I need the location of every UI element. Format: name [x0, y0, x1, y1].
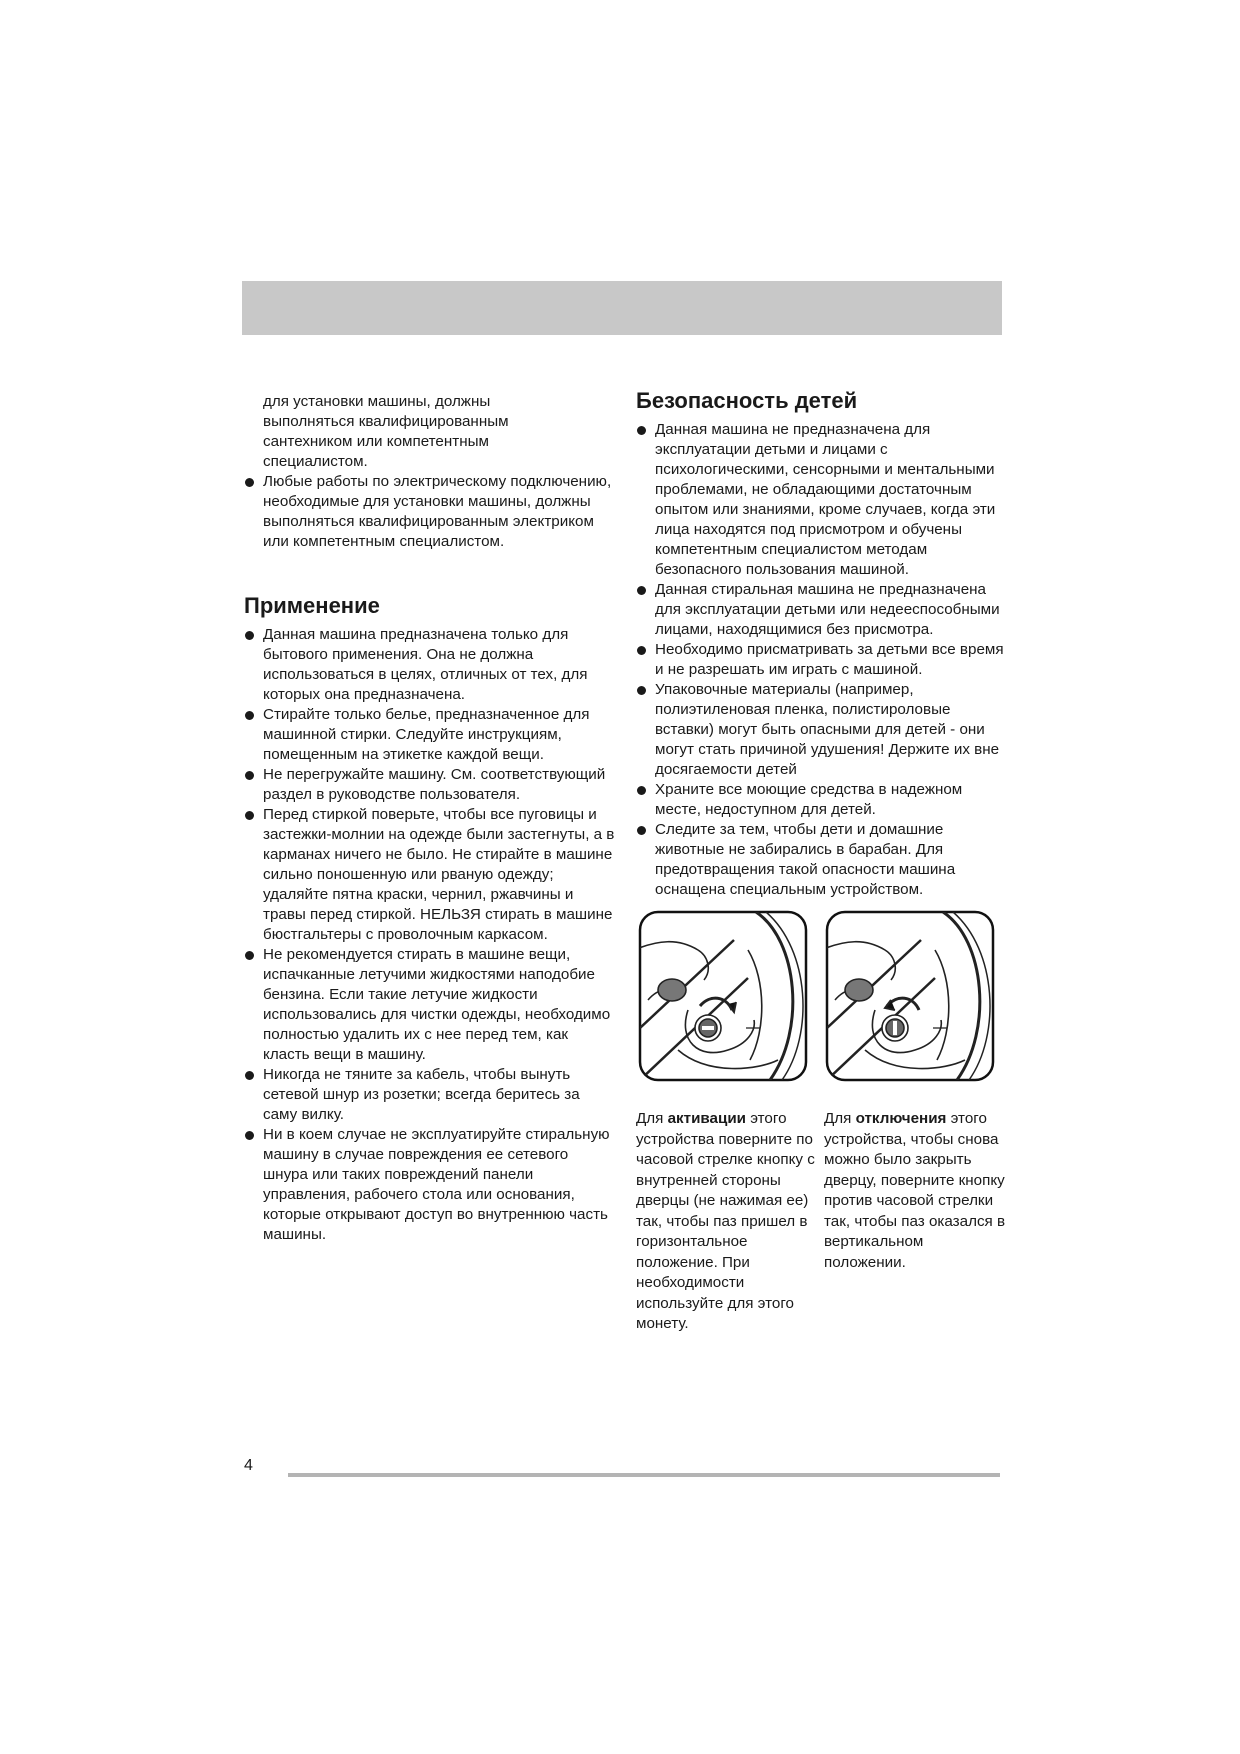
bullet-icon: [245, 631, 254, 640]
list-item: [244, 765, 616, 805]
caption-prefix: Для: [636, 1110, 668, 1128]
list-item: [244, 705, 616, 765]
left-column: [244, 392, 616, 1245]
list-item-text: Перед стиркой поверьте, чтобы все пуговицы и застежки-молнии на одежде были застегнуты, а в карманах ничего не было. Не стирайте в машине сильно поношенную или рваную одежду; удаляйте пятна краски, чернил, ржавчины и травы перед стиркой. НЕЛЬЗЯ стирать в машине бюстгальтеры с проволочным каркасом.: [263, 806, 615, 943]
illustration-row: [636, 910, 1006, 1094]
list-item: [244, 1125, 616, 1245]
bullet-icon: [245, 1131, 254, 1140]
child-safety-bullet-list: [636, 420, 1006, 900]
caption-prefix: Для: [824, 1110, 856, 1128]
list-item-text: Необходимо присматривать за детьми все время и не разрешать им играть с машиной.: [655, 641, 1004, 678]
list-item: [244, 472, 616, 552]
door-lock-activate-illustration: [638, 910, 808, 1082]
child-safety-heading: Безопасность детей: [636, 388, 858, 413]
caption-bold: активации: [667, 1110, 747, 1128]
bullet-icon: [245, 951, 254, 960]
list-item: [636, 580, 1006, 640]
page-number: 4: [244, 1457, 253, 1474]
list-item: [636, 820, 1006, 900]
bullet-icon: [245, 811, 254, 820]
right-column: [636, 388, 1006, 1333]
continuation-line: для установки машины, должны: [263, 393, 491, 410]
list-item: [244, 625, 616, 705]
list-item-text: Упаковочные материалы (например, полиэтиленовая пленка, полистироловые вставки) могут быть опасными для детей - они могут стать причиной удушения! Держите их вне досягаемости детей: [655, 681, 1000, 778]
list-item: [636, 640, 1006, 680]
bullet-icon: [637, 786, 646, 795]
door-lock-deactivate-illustration: [825, 910, 995, 1082]
usage-heading: Применение: [244, 593, 380, 618]
list-item: [636, 420, 1006, 580]
bullet-icon: [637, 826, 646, 835]
intro-bullet-list: [244, 472, 616, 552]
list-item-text: Любые работы по электрическому подключению, необходимые для установки машины, должны выполняться квалифицированным электриком или компетентным специалистом.: [263, 473, 612, 550]
bullet-icon: [637, 686, 646, 695]
list-item: [636, 680, 1006, 780]
bullet-icon: [245, 478, 254, 487]
list-item-text: Данная стиральная машина не предназначена для эксплуатации детьми или недееспособными лицами, находящимися без присмотра.: [655, 581, 1000, 638]
list-item-text: Следите за тем, чтобы дети и домашние животные не забирались в барабан. Для предотвращения такой опасности машина оснащена специальным устройством.: [655, 821, 956, 898]
continuation-paragraph: [244, 392, 616, 472]
bullet-icon: [637, 426, 646, 435]
continuation-line: сантехником или компетентным: [263, 433, 489, 450]
caption-activate: [636, 1109, 816, 1335]
list-item-text: Не рекомендуется стирать в машине вещи, испачканные летучими жидкостями наподобие бензина. Если такие летучие жидкости использовались для чистки одежды, необходимо полностью удалить их с нее перед тем, как класть вещи в машину.: [263, 946, 611, 1063]
list-item-text: Ни в коем случае не эксплуатируйте стиральную машину в случае повреждения ее сетевого шнура или таких повреждений панели управления, рабочего стола или основания, которые открывают доступ во внутреннюю часть машины.: [263, 1126, 610, 1243]
list-item-text: Данная машина не предназначена для эксплуатации детьми и лицами с психологическими, сенсорными и ментальными проблемами, не обладающими достаточным опытом или знаниями, кроме случаев, когда эти лица находятся под присмотром и обучены компетентным специалистом методам безопасного пользования машиной.: [655, 421, 996, 578]
bullet-icon: [245, 1071, 254, 1080]
list-item: [244, 1065, 616, 1125]
bullet-icon: [245, 771, 254, 780]
bullet-icon: [245, 711, 254, 720]
caption-deactivate: [824, 1109, 1009, 1273]
continuation-line: специалистом.: [263, 453, 368, 470]
caption-text: этого устройства поверните по часовой стрелке кнопку с внутренней стороны дверцы (не нажимая ее) так, чтобы паз пришел в горизонтальное положение. При необходимости используйте для этого монету.: [636, 1110, 815, 1333]
section-header-band: [242, 281, 1002, 335]
caption-bold: отключения: [855, 1110, 947, 1128]
continuation-line: выполняться квалифицированным: [263, 413, 509, 430]
list-item-text: Не перегружайте машину. См. соответствующий раздел в руководстве пользователя.: [263, 766, 606, 803]
list-item: [636, 780, 1006, 820]
list-item-text: Данная машина предназначена только для бытового применения. Она не должна использоваться в целях, отличных от тех, для которых она предназначена.: [263, 626, 588, 703]
list-item-text: Храните все моющие средства в надежном месте, недоступном для детей.: [655, 781, 963, 818]
usage-bullet-list: [244, 625, 616, 1245]
list-item: [244, 805, 616, 945]
footer-rule: [288, 1473, 1000, 1477]
bullet-icon: [637, 586, 646, 595]
list-item-text: Стирайте только белье, предназначенное для машинной стирки. Следуйте инструкциям, помещенным на этикетке каждой вещи.: [263, 706, 590, 763]
list-item: [244, 945, 616, 1065]
bullet-icon: [637, 646, 646, 655]
list-item-text: Никогда не тяните за кабель, чтобы вынуть сетевой шнур из розетки; всегда беритесь за саму вилку.: [263, 1066, 580, 1123]
caption-text: этого устройства, чтобы снова можно было закрыть дверцу, поверните кнопку против часовой стрелки так, чтобы паз оказался в вертикальном положении.: [824, 1110, 1006, 1271]
